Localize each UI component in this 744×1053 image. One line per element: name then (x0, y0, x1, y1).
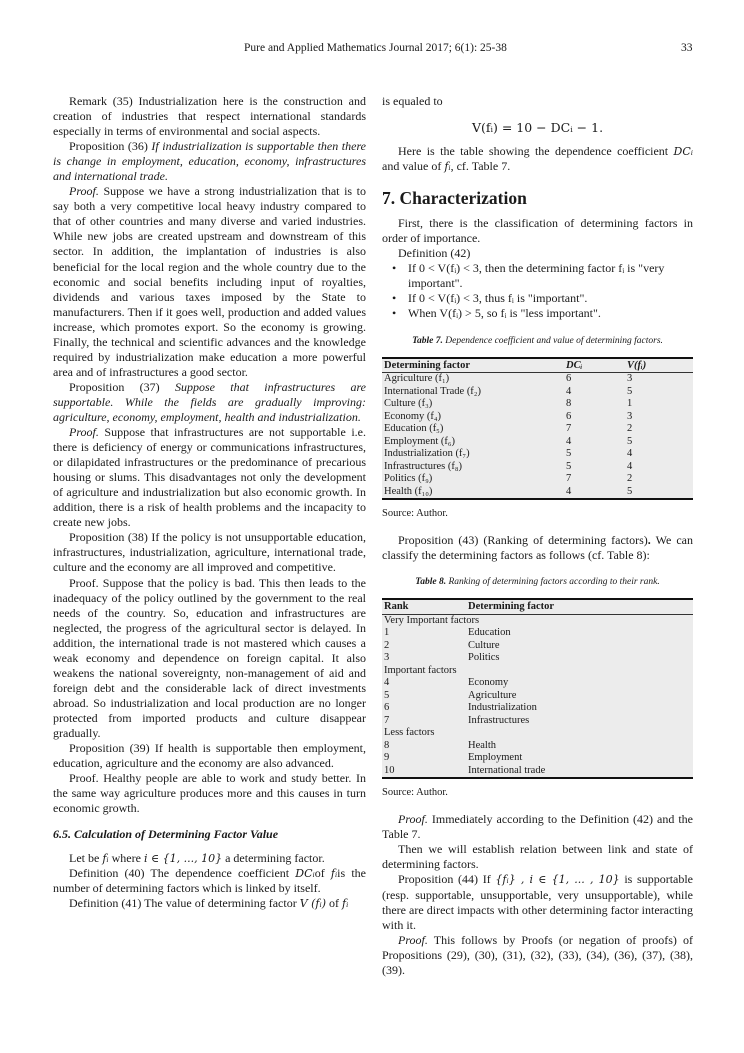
table-row: Industrialization (f₇) 5 4 (384, 448, 633, 460)
bullet-important: • If 0 < V(fᵢ) < 3, thus fᵢ is "important". (408, 291, 693, 306)
definition-42: Definition (42) (398, 246, 471, 261)
group-row: Very Important factors (384, 614, 480, 626)
definition-41: Definition (41) The value of determining factor V (fᵢ) of fᵢ (69, 896, 349, 911)
left-column (53, 94, 366, 911)
proposition-44: Proposition (44) If {fᵢ} , i ∈ {1, ... , 10} is supportable (resp. supportable, unsupportable, very unsupportable), while there are direct impacts with other determining factor interacting with it. (382, 872, 694, 932)
proposition-39: Proposition (39) If health is supportable then employment, education, agriculture and the economy are also advanced. (53, 741, 366, 771)
subsection-heading: 6.5. Calculation of Determining Factor Value (53, 827, 279, 842)
table-row: Politics (f₉) 7 2 (384, 473, 633, 485)
table-row: Health (f₁₀) 4 5 (384, 485, 633, 497)
table-header-row (382, 358, 693, 373)
column-header: V(fᵢ) (625, 358, 693, 373)
table-8-source: Source: Author. (382, 787, 448, 799)
proposition-36: Proposition (36) If industrialization is supportable then there is change in employment, education, economy, infrastructures and international trade. (53, 139, 366, 184)
proposition-43: Proposition (43) (Ranking of determining factors). We can classify the determining factors as follows (cf. Table 8): (382, 533, 693, 563)
group-row: Less factors (384, 727, 435, 739)
column-header: Determining factor (466, 599, 693, 614)
table-header-row (382, 599, 693, 614)
running-header (0, 42, 744, 58)
table-row: 6 Industrialization (384, 702, 537, 714)
table-row: Employment (f₆) 4 5 (384, 435, 633, 447)
classification-text: First, there is the classification of determining factors in order of importance. (382, 216, 693, 246)
table-row: Culture (f₃) 8 1 (384, 398, 633, 410)
table-8 (382, 598, 693, 779)
is-equaled-text: is equaled to (382, 94, 443, 108)
column-header: Rank (382, 599, 466, 614)
proof-39: Proof. Healthy people are able to work and study better. In the same way agriculture produces more and this causes in turn economic growth. (53, 771, 366, 816)
table-row: 4 Economy (384, 677, 509, 689)
page-number: 33 (681, 42, 693, 54)
proof-38: Proof. Suppose that the policy is bad. This then leads to the inadequacy of the policy outlined by the government to the real needs of the country. So, education and infrastructures are neglected, the progress of the agricultural sector is delayed. In addition, the international trade is not mastered which causes a weak economy and dependence on foreign capital. It also weakens the national sovereignty, non-management of aid and foreign debt and the considerable lack of direct investments abroad. So industrialization and local production are no longer protected from imported products and culture disappear gradually. (53, 575, 366, 740)
column-header: DCᵢ (564, 358, 625, 373)
definition-40: Definition (40) The dependence coefficient DCᵢof fᵢis the number of determining factors which is linked by itself. (53, 866, 366, 896)
group-row: Important factors (384, 664, 457, 676)
table-row: Agriculture (f₁) 6 3 (384, 373, 633, 385)
proof-43: Proof. Immediately according to the Definition (42) and the Table 7. (382, 812, 693, 842)
table-7 (382, 357, 693, 501)
proposition-37: Proposition (37) Suppose that infrastructures are supportable. While the fields are gradually improving: agriculture, economy, employment, health and industrialization. (53, 379, 366, 424)
table-intro: Here is the table showing the dependence coefficient DCᵢ and value of fᵢ, cf. Table 7. (382, 144, 693, 174)
table-row: Education (f₅) 7 2 (384, 423, 633, 435)
table-row: 7 Infrastructures (384, 714, 530, 726)
remark-35: Remark (35) Industrialization here is the construction and creation of industries that respect international standards especially in terms of environmental and social aspects. (53, 94, 366, 139)
table-row: 9 Employment (384, 752, 523, 764)
bullet-less-important: • When V(fᵢ) > 5, so fᵢ is "less important". (408, 306, 693, 321)
column-header: Determining factor (382, 358, 564, 373)
definition-42-list (382, 261, 693, 321)
table-row: 5 Agriculture (384, 689, 517, 701)
proof-37: Proof. Suppose that infrastructures are not supportable i.e. there is deficiency of energy or communications infrastructures, or dilapidated infrastructures or the predominance of precarious housing or slums. This disadvantages not only the development of agriculture and industrialization but also economic growth. In addition, there is a risk of health problems and the incapacity to create new jobs. (53, 425, 366, 530)
table-7-source: Source: Author. (382, 508, 448, 520)
relation-text: Then we will establish relation between link and state of determining factors. (382, 842, 693, 872)
table-row: 8 Health (384, 739, 496, 751)
table-row: International Trade (f₂) 4 5 (384, 385, 633, 397)
table-row: 3 Politics (384, 652, 500, 664)
table-row: Economy (f₄) 6 3 (384, 410, 633, 422)
table-row: 2 Culture (384, 639, 500, 651)
table-7-caption: Table 7. Dependence coefficient and value of determining factors. (412, 335, 663, 346)
bullet-very-important: • If 0 < V(fᵢ) < 3, then the determining factor fᵢ is "very important". (408, 261, 693, 291)
proof-36: Proof. Suppose we have a strong industrialization that is to say both a very competitive local heavy industry compared to that of other countries and many diverse and varied industries. While new jobs are created upstream and downstream of this sector. In addition, the implantation of industries is also beneficial for the local region and the whole country due to the economic and social benefits including input of royalties, dividends and various taxes imposed by the State to manufacturers. Then if it goes well, production and added values increase, which promotes export. So the economy is growing. Finally, the technical and scientific advances and the knowledge required by industrialization make education a more powerful area and of infrastructures a good sector. (53, 184, 366, 379)
let-be-statement: Let be fᵢ where i ∈ {1, ..., 10} a determining factor. (69, 851, 325, 866)
proof-44: Proof. This follows by Proofs (or negation of proofs) of Propositions (29), (30), (31), (32), (33), (34), (36), (37), (38), (39). (382, 932, 693, 977)
section-heading: 7. Characterization (382, 188, 527, 209)
table-row: 1 Education (384, 627, 511, 639)
table-row: Infrastructures (f₈) 5 4 (384, 460, 633, 472)
right-column (382, 94, 693, 978)
journal-citation: Pure and Applied Mathematics Journal 2017; 6(1): 25-38 (244, 42, 507, 54)
proposition-38: Proposition (38) If the policy is not unsupportable education, infrastructures, industrialization, agriculture, international trade, culture and the economy are all improved and competitive. (53, 530, 366, 575)
table-8-caption: Table 8. Ranking of determining factors according to their rank. (415, 577, 660, 588)
table-row: 10 International trade (384, 764, 546, 776)
value-equation: V(fᵢ) = 10 − DCᵢ − 1. (471, 120, 604, 136)
